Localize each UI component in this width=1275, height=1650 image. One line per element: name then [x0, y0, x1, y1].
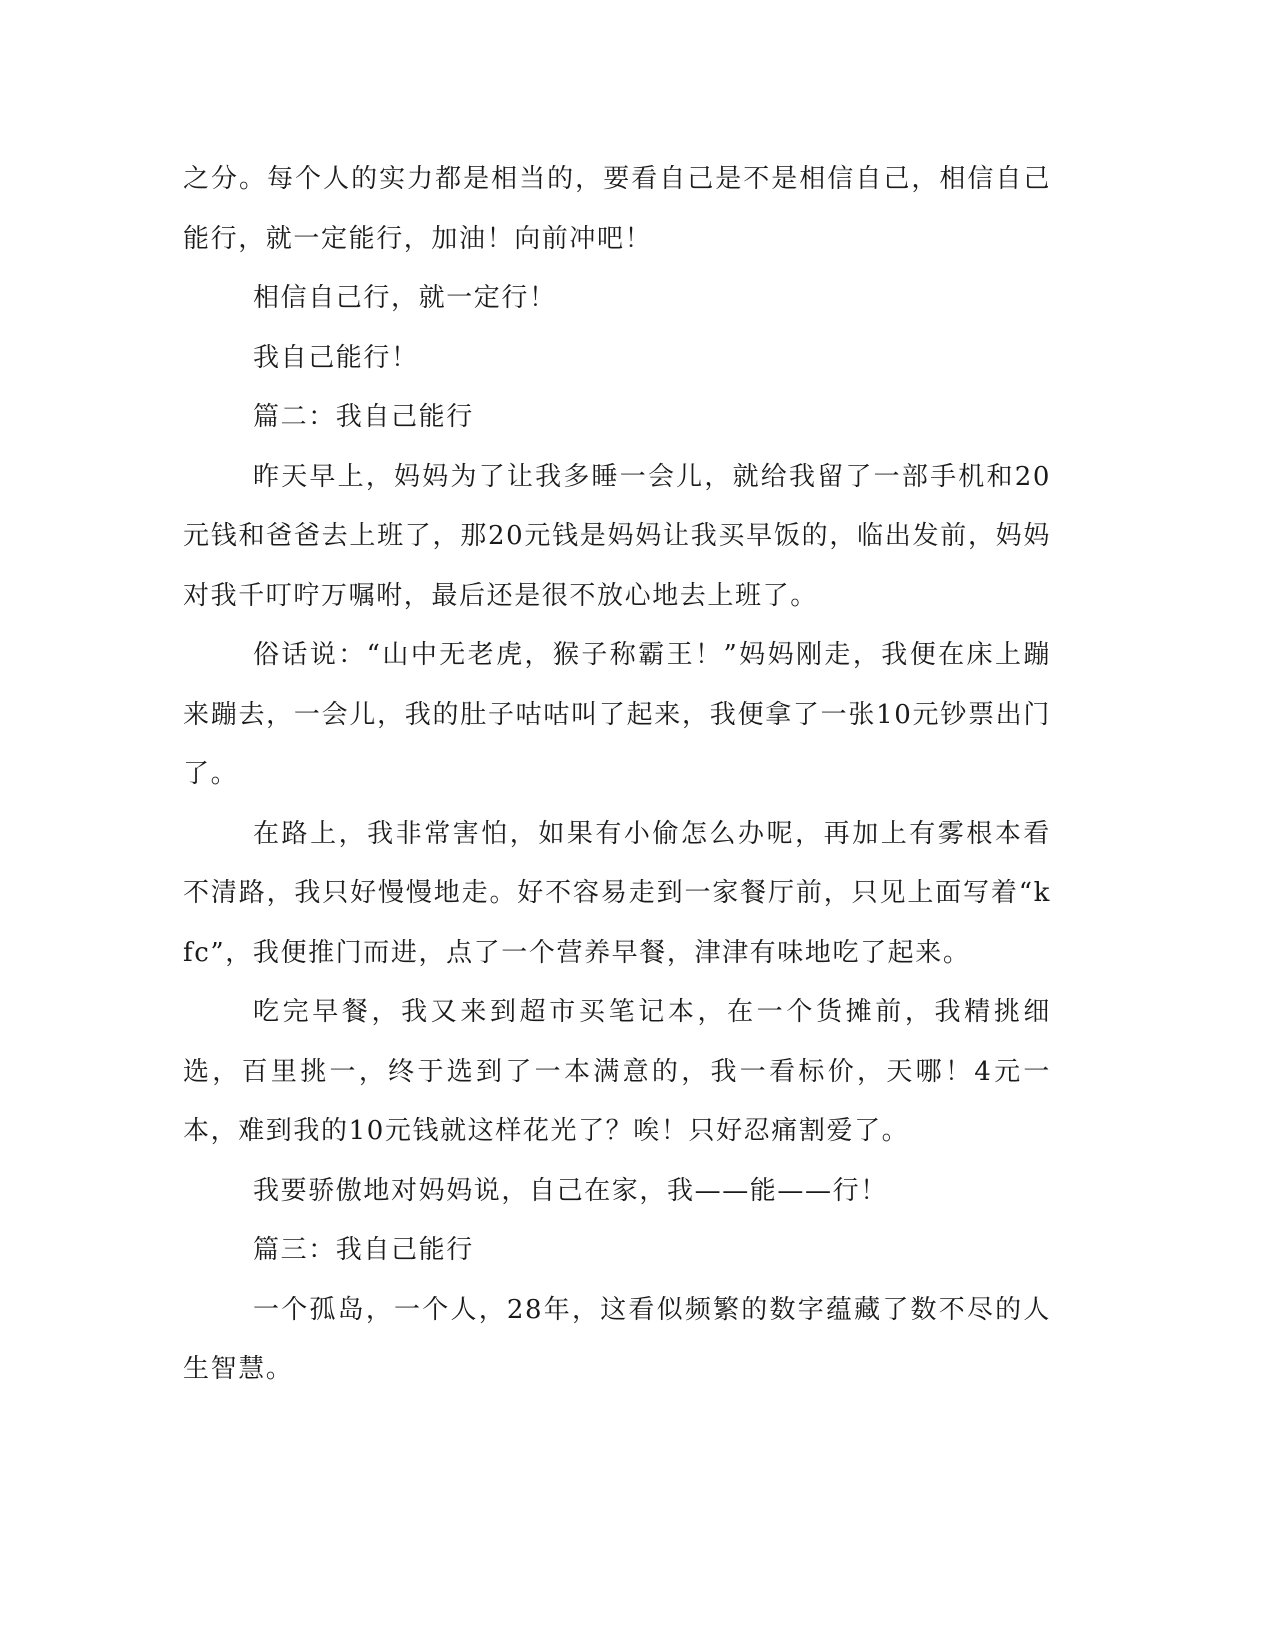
- paragraph: 吃完早餐，我又来到超市买笔记本，在一个货摊前，我精挑细选，百里挑一，终于选到了一本满意的，我一看标价，天哪！4元一本，难到我的10元钱就这样花光了？唉！只好忍痛割爱了。: [183, 997, 1051, 1146]
- paragraph: 昨天早上，妈妈为了让我多睡一会儿，就给我留了一部手机和20元钱和爸爸去上班了，那20元钱是妈妈让我买早饭的，临出发前，妈妈对我千叮咛万嘱咐，最后还是很不放心地去上班了。: [183, 461, 1051, 611]
- paragraph: 我自己能行！: [253, 342, 419, 373]
- document-body: [183, 150, 1051, 1400]
- paragraph: 一个孤岛，一个人，28年，这看似频繁的数字蕴藏了数不尽的人生智慧。: [183, 1294, 1051, 1384]
- paragraph: 俗话说：“山中无老虎，猴子称霸王！”妈妈刚走，我便在床上蹦来蹦去，一会儿，我的肚子咕咕叫了起来，我便拿了一张10元钞票出门了。: [183, 640, 1051, 789]
- section-heading: 篇三：我自己能行: [253, 1235, 474, 1265]
- paragraph: 在路上，我非常害怕，如果有小偷怎么办呢，再加上有雾根本看不清路，我只好慢慢地走。好不容易走到一家餐厅前，只见上面写着“kfc”，我便推门而进，点了一个营养早餐，津津有味地吃了起来。: [183, 818, 1051, 968]
- paragraph: 之分。每个人的实力都是相当的，要看自己是不是相信自己，相信自己能行，就一定能行，加油！向前冲吧！: [183, 164, 1051, 254]
- paragraph: 相信自己行，就一定行！: [253, 283, 557, 313]
- section-heading: 篇二：我自己能行: [253, 402, 474, 432]
- paragraph: 我要骄傲地对妈妈说，自己在家，我——能——行！: [253, 1175, 888, 1206]
